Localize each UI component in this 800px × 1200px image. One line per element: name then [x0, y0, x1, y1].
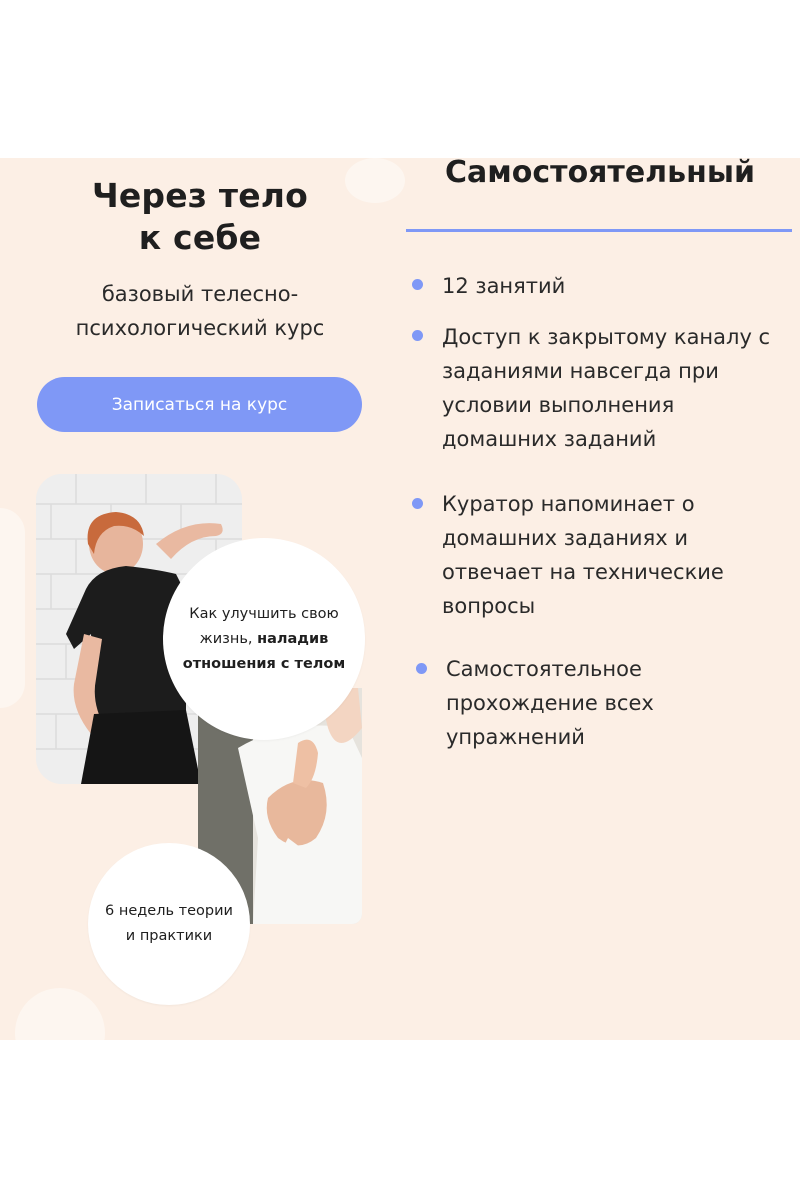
feature-line: прохождение всех — [446, 691, 654, 715]
benefit-line-bold: отношения с телом — [182, 655, 346, 672]
benefit-line-bold: наладив — [257, 630, 329, 647]
benefit-line: Как улучшить свою — [189, 605, 339, 622]
bullet-dot — [412, 498, 423, 509]
decor-circle — [0, 508, 25, 708]
duration-line: 6 недель теории — [105, 903, 233, 919]
course-title — [40, 175, 360, 259]
benefit-circle — [163, 538, 365, 740]
feature-line: домашних заданиях и — [442, 526, 688, 550]
plan-title-divider — [406, 229, 792, 232]
duration-text — [105, 899, 233, 949]
feature-line: 12 занятий — [442, 274, 566, 298]
benefit-line — [183, 627, 345, 652]
bullet-dot — [416, 663, 427, 674]
feature-item — [442, 269, 565, 303]
feature-line: Куратор напоминает о — [442, 492, 695, 516]
bullet-dot — [412, 330, 423, 341]
duration-line: и практики — [125, 928, 213, 944]
feature-item — [442, 487, 724, 623]
bullet-dot — [412, 279, 423, 290]
course-subtitle-line: психологический курс — [75, 316, 325, 340]
plan-title: Самостоятельный — [445, 155, 755, 190]
course-title-line: Через тело — [91, 176, 309, 215]
benefit-line-plain: жизнь, — [199, 630, 258, 647]
feature-line: вопросы — [442, 594, 536, 618]
feature-line: упражнений — [446, 725, 585, 749]
enroll-button[interactable]: Записаться на курс — [37, 377, 362, 432]
feature-line: Самостоятельное — [446, 657, 642, 681]
feature-line: условии выполнения — [442, 393, 675, 417]
feature-item — [446, 652, 654, 754]
benefit-text — [183, 602, 345, 677]
duration-circle — [88, 843, 250, 1005]
feature-line: Доступ к закрытому каналу с — [442, 325, 771, 349]
course-subtitle — [30, 277, 370, 345]
feature-line: отвечает на технические — [442, 560, 724, 584]
course-title-line: к себе — [138, 218, 262, 257]
feature-line: домашних заданий — [442, 427, 657, 451]
feature-item — [442, 320, 770, 456]
feature-line: заданиями навсегда при — [442, 359, 719, 383]
course-subtitle-line: базовый телесно- — [101, 282, 299, 306]
decor-circle — [15, 988, 105, 1040]
